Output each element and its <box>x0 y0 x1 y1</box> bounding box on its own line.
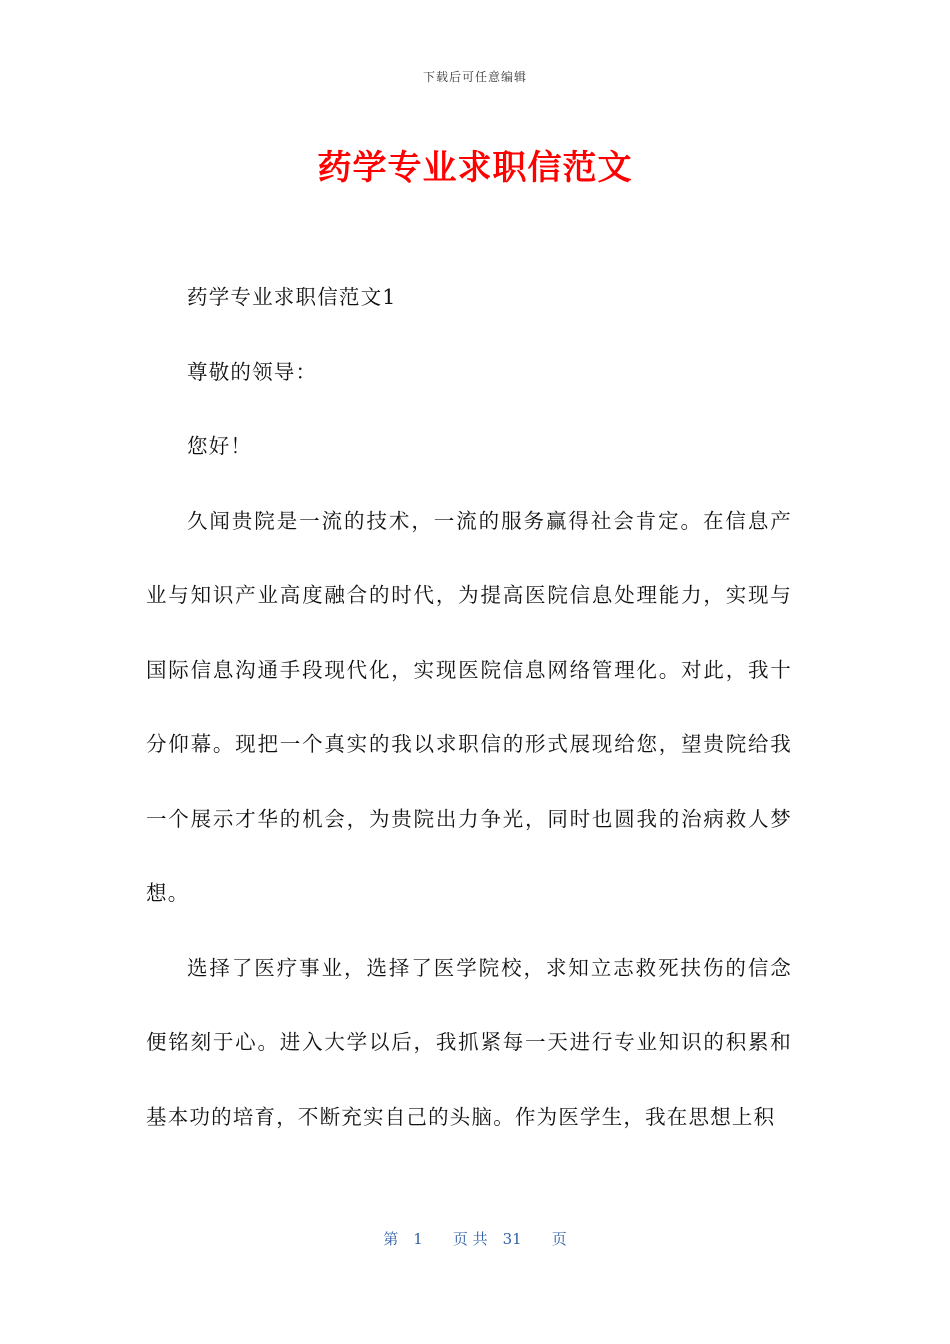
paragraph-career: 选择了医疗事业，选择了医学院校，求知立志救死扶伤的信念便铭刻于心。进入大学以后，我抓紧每一天进行专业知识的积累和基本功的培育，不断充实自己的头脑。作为医学生，我在思想上积 <box>146 955 792 1129</box>
paragraph-salutation: 尊敬的领导： <box>187 359 318 384</box>
document-body <box>146 260 792 1154</box>
page-footer: 第 1 页 共 31 页 <box>383 1230 567 1248</box>
paragraph-heading: 药学专业求职信范文1 <box>187 285 397 309</box>
paragraph-greeting: 您好！ <box>187 434 253 458</box>
paragraph-intro: 久闻贵院是一流的技术，一流的服务赢得社会肯定。在信息产业与知识产业高度融合的时代，为提高医院信息处理能力，实现与国际信息沟通手段现代化，实现医院信息网络管理化。对此，我十分仰幕。现把一个真实的我以求职信的形式展现给您，望贵院给我一个展示才华的机会，为贵院出力争光，同时也圆我的治病救人梦想。 <box>146 508 792 905</box>
header-note: 下载后可任意编辑 <box>422 70 527 84</box>
document-title: 药学专业求职信范文 <box>317 148 633 188</box>
